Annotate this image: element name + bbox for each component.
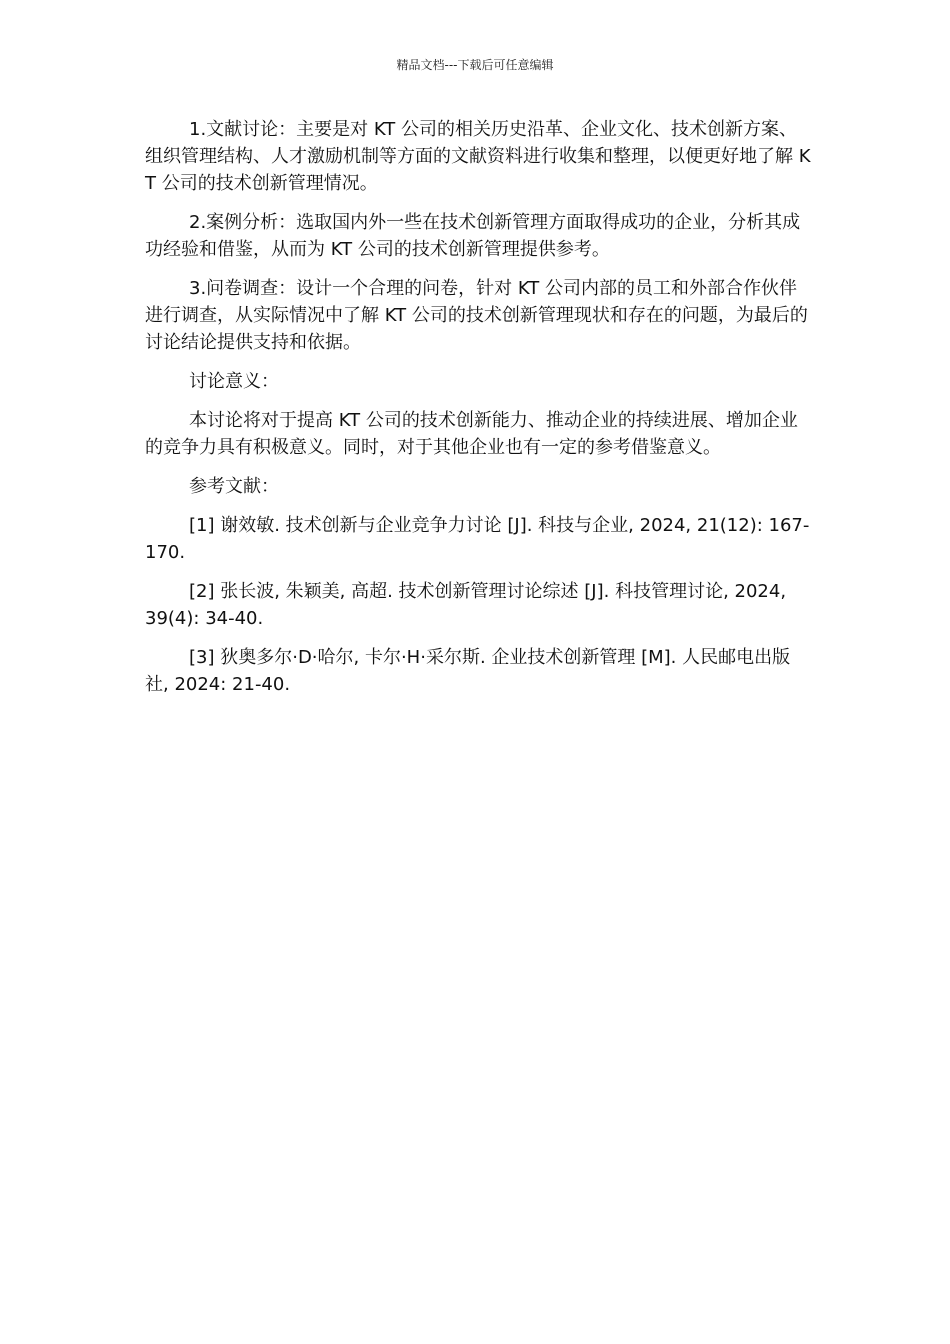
reference-item: [2] 张长波, 朱颖美, 高超. 技术创新管理讨论综述 [J]. 科技管理讨论, 2024, 39(4): 34-40. bbox=[145, 581, 787, 629]
heading-references: 参考文献： bbox=[189, 476, 279, 497]
reference-item: [3] 狄奥多尔·D·哈尔, 卡尔·H·采尔斯. 企业技术创新管理 [M]. 人民邮电出版社, 2024: 21-40. bbox=[145, 647, 791, 695]
document-body bbox=[145, 116, 813, 710]
reference-item: [1] 谢效敏. 技术创新与企业竞争力讨论 [J]. 科技与企业, 2024, 21(12): 167-170. bbox=[145, 515, 810, 563]
paragraph-case-analysis: 2.案例分析：选取国内外一些在技术创新管理方面取得成功的企业，分析其成功经验和借鉴，从而为 KT 公司的技术创新管理提供参考。 bbox=[145, 212, 801, 260]
heading-significance: 讨论意义： bbox=[189, 371, 279, 392]
page-header: 精品文档---下载后可任意编辑 bbox=[396, 58, 554, 72]
paragraph-significance: 本讨论将对于提高 KT 公司的技术创新能力、推动企业的持续进展、增加企业的竞争力具有积极意义。同时，对于其他企业也有一定的参考借鉴意义。 bbox=[145, 410, 798, 458]
paragraph-literature-review: 1.文献讨论：主要是对 KT 公司的相关历史沿革、企业文化、技术创新方案、组织管理结构、人才激励机制等方面的文献资料进行收集和整理，以便更好地了解 KT 公司的技术创新管理情况。 bbox=[145, 119, 811, 194]
paragraph-questionnaire: 3.问卷调查：设计一个合理的问卷，针对 KT 公司内部的员工和外部合作伙伴进行调查，从实际情况中了解 KT 公司的技术创新管理现状和存在的问题，为最后的讨论结论提供支持和依据。 bbox=[145, 278, 808, 353]
